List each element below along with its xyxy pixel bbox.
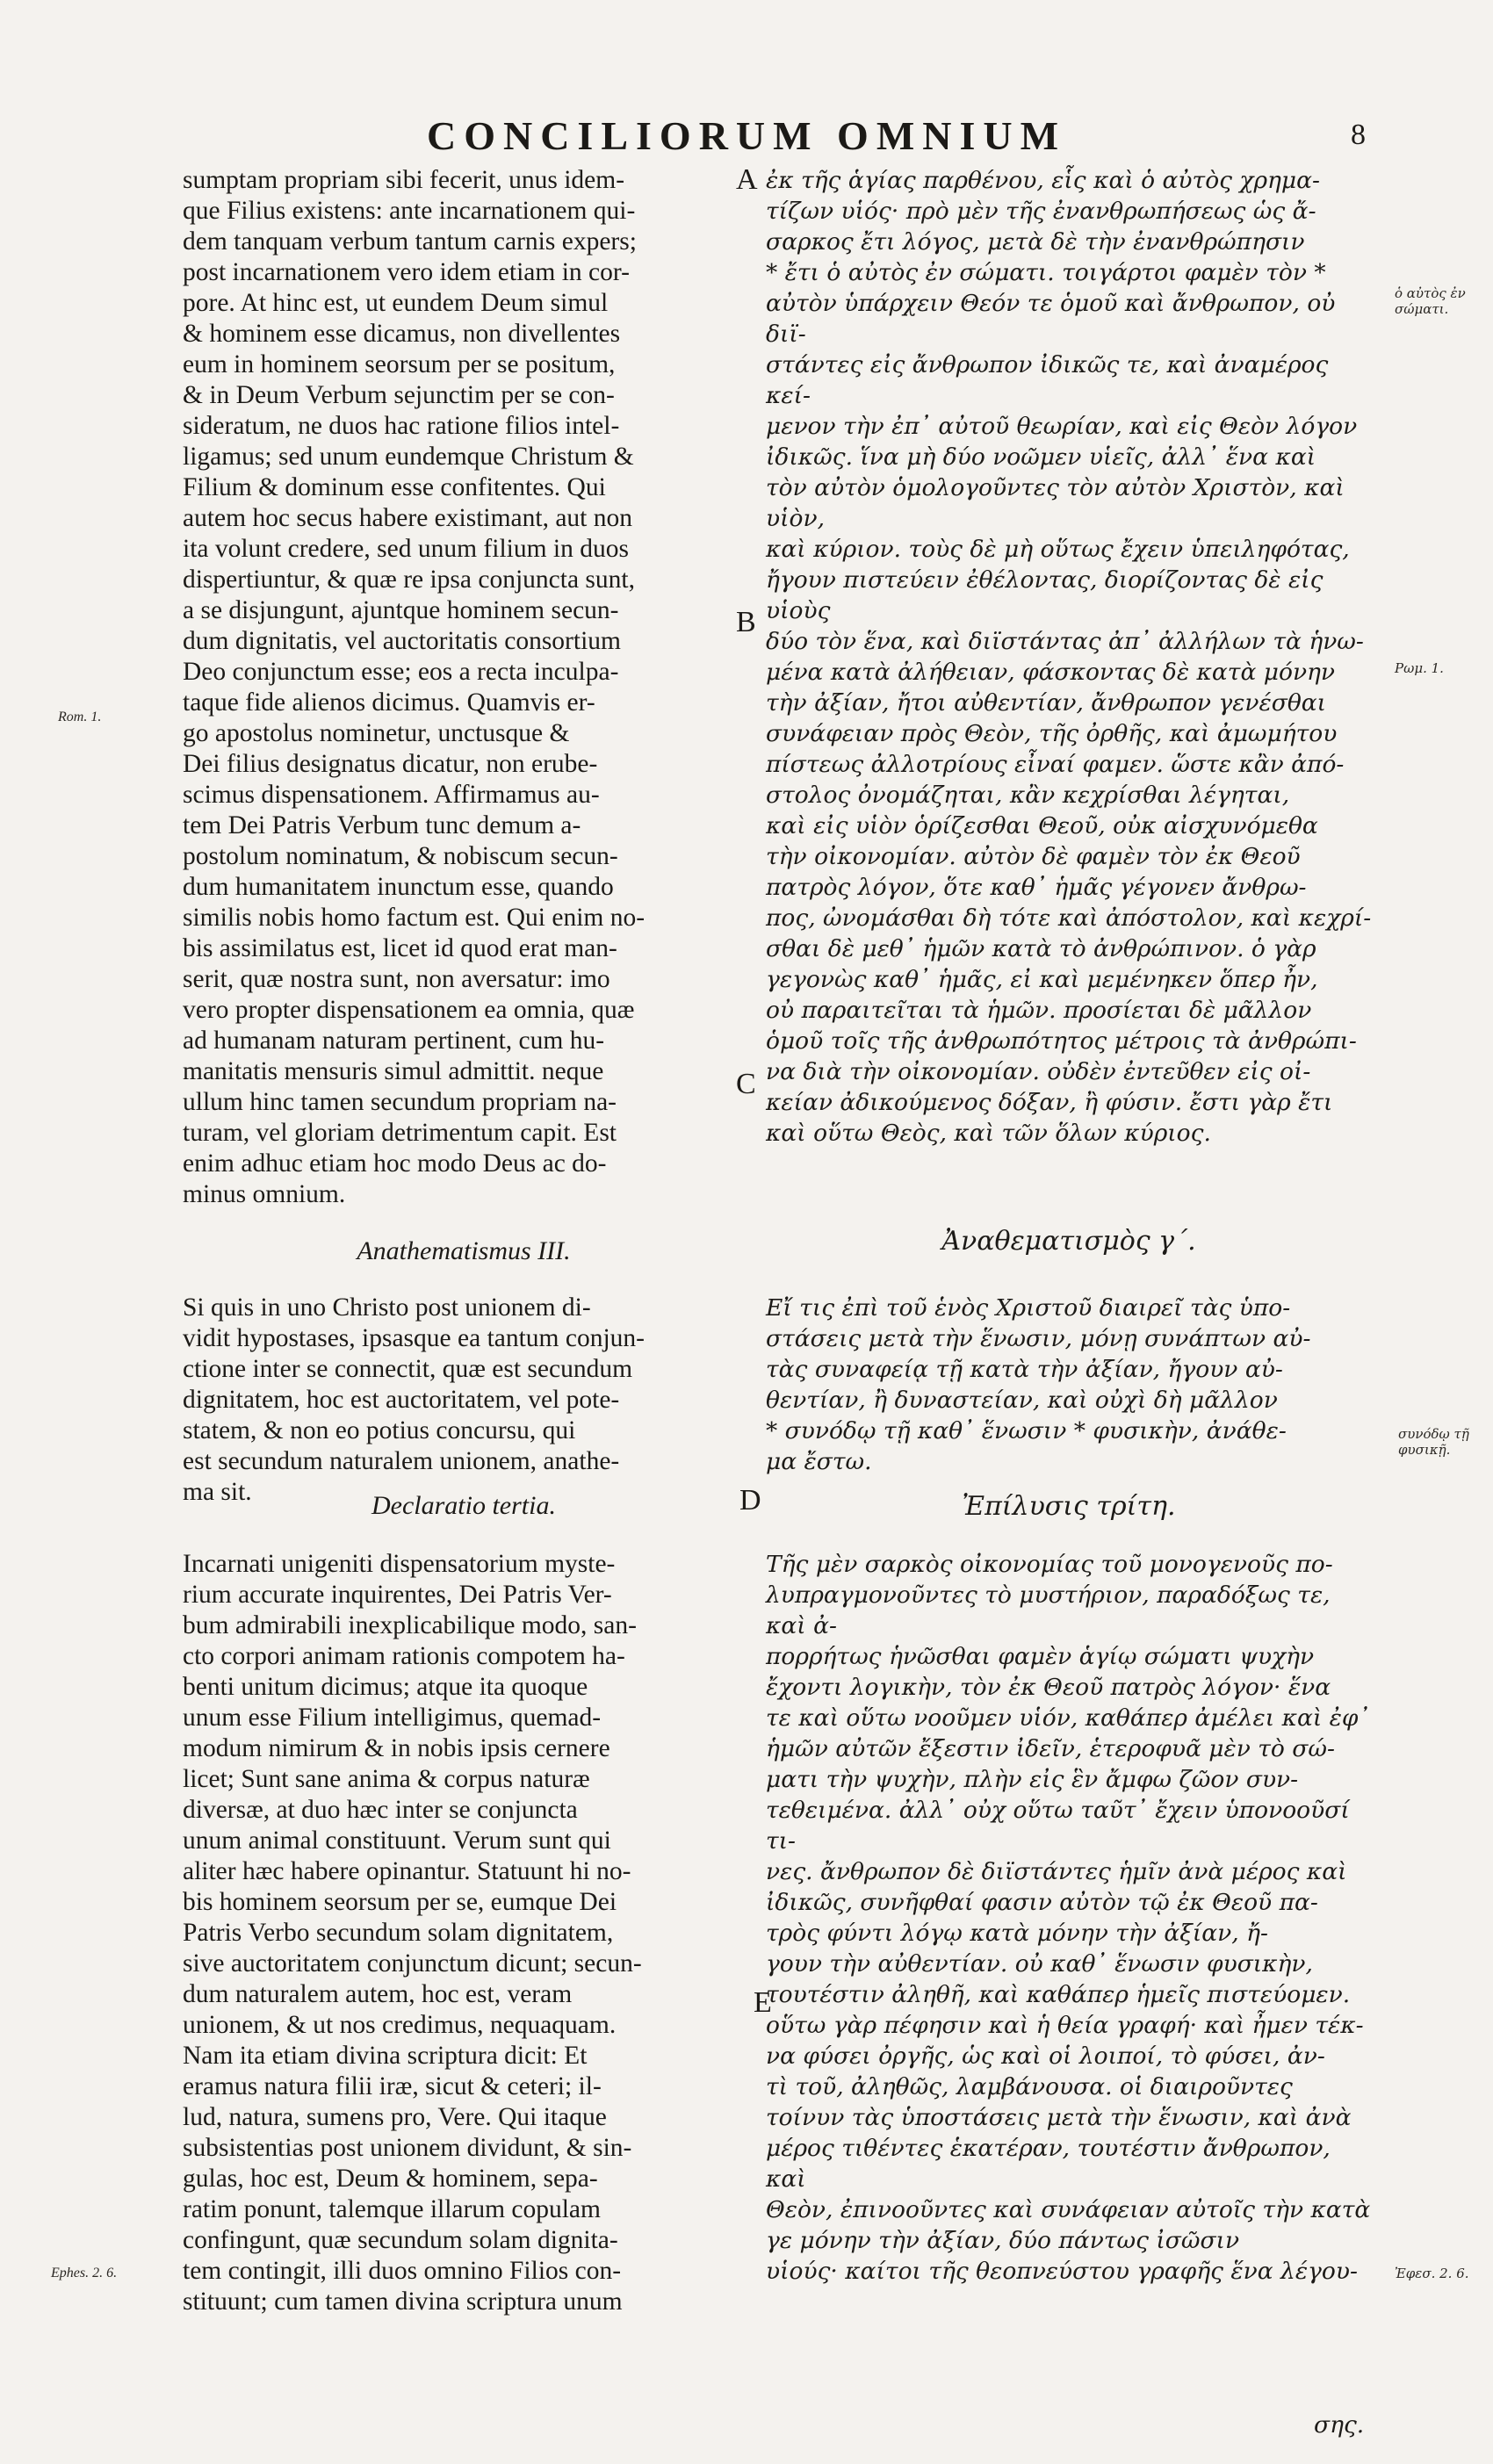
text-line: rium accurate inquirentes, Dei Patris Ver- [183,1581,612,1609]
margin-note-left-2: Ephes. 2. 6. [51,2266,118,2280]
text-line: gulas, hoc est, Deum & hominem, sepa- [183,2165,598,2193]
text-line: Deo conjunctum esse; eos a recta inculpa- [183,658,619,686]
text-line: eum in hominem seorsum per se positum, [183,350,616,378]
text-line: & in Deum Verbum sejunctim per se con- [183,381,615,409]
text-line: ratim ponunt, talemque illarum copulam [183,2195,601,2223]
text-line: unionem, & ut nos credimus, nequaquam. [183,2011,617,2039]
text-line: τὸν αὐτὸν ὁμολογοῦντες τὸν αὐτὸν Χριστὸν, καὶ υἱὸν, [766,474,1345,532]
text-line: γεγονὼς καθ᾽ ἡμᾶς, εἰ καὶ μεμένηκεν ὅπερ ἦν, [766,966,1318,993]
text-line: enim adhuc etiam hoc modo Deus ac do- [183,1149,607,1178]
greek-anathema-text [766,1293,1372,1477]
text-line: πορρήτως ἡνῶσθαι φαμὲν ἁγίῳ σώματι ψυχὴν [766,1643,1315,1670]
text-line: aliter hæc habere opinantur. Statuunt hi no- [183,1857,631,1885]
text-line: Εἴ τις ἐπὶ τοῦ ἑνὸς Χριστοῦ διαιρεῖ τὰς ὑπο- [766,1294,1291,1322]
text-line: τὶ τοῦ, ἀληθῶς, λαμβάνουσα. οἱ διαιροῦντες [766,2073,1293,2100]
text-line: τίζων υἱός· πρὸ μὲν τῆς ἐνανθρωπήσεως ὡς ἄ- [766,198,1316,225]
text-line: γουν τὴν αὐθεντίαν. οὐ καθ᾽ ἕνωσιν φυσικὴν, [766,1950,1313,1978]
text-line: πος, ὠνομάσθαι δὴ τότε καὶ ἀπόστολον, καὶ κεχρί- [766,904,1372,932]
text-line: postolum nominatum, & nobiscum secun- [183,842,618,870]
text-line: minus omnium. [183,1180,346,1208]
margin-note-right-2: Ρωμ. 1. [1395,660,1444,676]
text-line: stituunt; cum tamen divina scriptura unum [183,2287,623,2316]
text-line: go apostolus nominetur, unctusque & [183,719,570,747]
column-letter-b: B [736,606,756,638]
text-line: Patris Verbo secundum solam dignitatem, [183,1919,614,1947]
margin-note-right-4: Ἐφεσ. 2. 6. [1395,2266,1469,2281]
text-line: στολος ὀνομάζηται, κἂν κεχρίσθαι λέγηται, [766,782,1290,809]
text-line: τεθειμένα. ἀλλ᾽ οὐχ οὕτω ταῦτ᾽ ἔχειν ὑπονοοῦσί τι- [766,1797,1350,1855]
text-line: a se disjungunt, ajuntque hominem secun- [183,596,619,624]
column-letter-a: A [736,163,758,196]
text-line: ma sit. [183,1478,252,1506]
latin-text-continuation [183,165,745,1210]
text-line: ὁμοῦ τοῖς τῆς ἀνθρωπότητος μέτροις τὰ ἀνθρώπι- [766,1027,1357,1055]
text-line: τὴν οἰκονομίαν. αὐτὸν δὲ φαμὲν τὸν ἐκ Θεοῦ [766,843,1301,870]
text-line: dum naturalem autem, hoc est, veram [183,1980,573,2008]
text-line: μενον τὴν ἐπ᾽ αὐτοῦ θεωρίαν, καὶ εἰς Θεὸν λόγον [766,413,1358,440]
text-line: diversæ, at duo hæc inter se conjuncta [183,1796,578,1824]
text-line: post incarnationem vero idem etiam in cor- [183,258,630,286]
text-line: να διὰ τὴν οἰκονομίαν. οὐδὲν ἐντεῦθεν εἰς οἰ- [766,1058,1311,1085]
text-line: τε καὶ οὕτω νοοῦμεν υἱόν, καθάπερ ἀμέλει καὶ ἐφ᾽ [766,1704,1370,1732]
text-line: autem hoc secus habere existimant, aut non [183,504,632,532]
text-line: πίστεως ἀλλοτρίους εἶναί φαμεν. ὥστε κἂν ἀπό- [766,751,1345,778]
text-line: ad humanam naturam pertinent, cum hu- [183,1027,605,1055]
text-line: Θεὸν, ἐπινοοῦντες καὶ συνάφειαν αὐτοῖς τὴν κατὰ [766,2196,1371,2223]
text-line: que Filius existens: ante incarnationem qui- [183,197,636,225]
text-line: licet; Sunt sane anima & corpus naturæ [183,1765,590,1793]
text-line: ματι τὴν ψυχὴν, πλὴν εἰς ἓν ἄμφω ζῶον συν- [766,1766,1299,1793]
catchword: σης. [1314,2411,1365,2439]
text-line: κείαν ἀδικούμενος δόξαν, ἢ φύσιν. ἔστι γὰρ ἔτι [766,1089,1333,1116]
text-line: καὶ κύριον. τοὺς δὲ μὴ οὕτως ἔχειν ὑπειληφότας, [766,536,1350,563]
text-line: μένα κατὰ ἀλήθειαν, φάσκοντας δὲ κατὰ μόνην [766,659,1336,686]
text-line: * συνόδῳ τῇ καθ᾽ ἕνωσιν * φυσικὴν, ἀνάθε- [766,1417,1287,1445]
text-line: eramus natura filii iræ, sicut & ceteri; il- [183,2072,602,2100]
text-line: γε μόνην τὴν ἀξίαν, δύο πάντως ἰσῶσιν [766,2227,1240,2254]
text-line: dum dignitatis, vel auctoritatis consortium [183,627,621,655]
text-line: subsistentias post unionem dividunt, & sin- [183,2134,632,2162]
text-line: υἱούς· καίτοι τῆς θεοπνεύστου γραφῆς ἕνα λέγου- [766,2258,1358,2285]
text-line: Τῆς μὲν σαρκὸς οἰκονομίας τοῦ μονογενοῦς πο- [766,1551,1333,1578]
text-line: turam, vel gloriam detrimentum capit. Est [183,1119,617,1147]
text-line: Si quis in uno Christo post unionem di- [183,1293,591,1322]
text-line: καὶ εἰς υἱὸν ὁρίζεσθαι Θεοῦ, οὐκ αἰσχυνόμεθα [766,812,1318,839]
text-line: est secundum naturalem unionem, anathe- [183,1447,620,1475]
text-line: scimus dispensationem. Affirmamus au- [183,781,600,809]
text-line: cto corpori animam rationis compotem ha- [183,1642,625,1670]
text-line: ullum hinc tamen secundum propriam na- [183,1088,617,1116]
text-line: ἤγουν πιστεύειν ἐθέλοντας, διορίζοντας δὲ εἰς υἱοὺς [766,566,1324,624]
text-line: νες. ἄνθρωπον δὲ διϊστάντες ἡμῖν ἀνὰ μέρος καὶ [766,1858,1347,1885]
text-line: dispertiuntur, & quæ re ipsa conjuncta sunt, [183,566,635,594]
text-line: dignitatem, hoc est auctoritatem, vel pote- [183,1386,620,1414]
text-line: στάντες εἰς ἄνθρωπον ἰδικῶς τε, καὶ ἀναμέρος κεί- [766,351,1329,409]
text-line: καὶ οὕτω Θεὸς, καὶ τῶν ὅλων κύριος. [766,1120,1211,1147]
text-line: * ἔτι ὁ αὐτὸς ἐν σώματι. τοιγάρτοι φαμὲν τὸν * [766,259,1326,286]
text-line: τρὸς φύντι λόγῳ κατὰ μόνην τὴν ἀξίαν, ἤ- [766,1920,1268,1947]
text-line: ἡμῶν αὐτῶν ἔξεστιν ἰδεῖν, ἑτεροφυᾶ μὲν τὸ σώ- [766,1735,1335,1762]
text-line: taque fide alienos dicimus. Quamvis er- [183,688,595,717]
text-line: σθαι δὲ μεθ᾽ ἡμῶν κατὰ τὸ ἀνθρώπινον. ὁ γὰρ [766,935,1316,962]
margin-note-right-1: ὁ αὐτὸς ἐν σώματι. [1395,285,1466,317]
text-line: bis assimilatus est, licet id quod erat man- [183,934,617,962]
text-line: Dei filius designatus dicatur, non erube- [183,750,598,778]
text-line: vidit hypostases, ipsasque ea tantum conjun- [183,1324,645,1352]
latin-anathema-text [183,1293,745,1508]
text-line: μέρος τιθέντες ἑκατέραν, τουτέστιν ἄνθρωπον, καὶ [766,2135,1331,2193]
text-line: ita volunt credere, sed unum filium in duos [183,535,629,563]
text-line: ἔχοντι λογικὴν, τὸν ἐκ Θεοῦ πατρὸς λόγον· ἕνα [766,1674,1331,1701]
text-line: αὐτὸν ὑπάρχειν Θεόν τε ὁμοῦ καὶ ἄνθρωπον, οὐ διϊ- [766,290,1336,348]
text-line: statem, & non eo potius concursu, qui [183,1416,576,1445]
text-line: benti unitum dicimus; atque ita quoque [183,1673,588,1701]
text-line: ἐκ τῆς ἁγίας παρθένου, εἷς καὶ ὁ αὐτὸς χρημα- [766,167,1321,194]
page-number: 8 [1351,119,1366,151]
greek-text-continuation [766,165,1372,1149]
text-line: & hominem esse dicamus, non divellentes [183,320,621,348]
text-line: ctione inter se connectit, quæ est secundum [183,1355,633,1383]
text-line: μα ἔστω. [766,1448,872,1475]
text-line: τὴν ἀξίαν, ἤτοι αὐθεντίαν, ἄνθρωπον γενέσθαι [766,689,1327,717]
text-line: ligamus; sed unum eundemque Christum & [183,443,634,471]
greek-epilysis-heading: Ἐπίλυσις τρίτη. [962,1491,1176,1522]
text-line: dum humanitatem inunctum esse, quando [183,873,614,901]
text-line: confingunt, quæ secundum solam dignita- [183,2226,618,2254]
latin-declaratio-heading: Declaratio tertia. [371,1491,556,1520]
text-line: sideratum, ne duos hac ratione filios intel- [183,412,620,440]
text-line: Nam ita etiam divina scriptura dicit: Et [183,2042,588,2070]
column-letter-e: E [754,1986,772,2019]
margin-note-right-3: συνόδῳ τῇ φυσικῇ. [1398,1426,1469,1458]
text-line: τοίνυν τὰς ὑποστάσεις μετὰ τὴν ἕνωσιν, καὶ ἀνὰ [766,2104,1352,2131]
text-line: Incarnati unigeniti dispensatorium myste- [183,1550,616,1578]
text-line: συνάφειαν πρὸς Θεὸν, τῆς ὀρθῆς, καὶ ἀμωμήτου [766,720,1338,747]
text-line: Filium & dominum esse confitentes. Qui [183,473,606,501]
text-line: να φύσει ὀργῆς, ὡς καὶ οἱ λοιποί, τὸ φύσει, ἀν- [766,2043,1325,2070]
text-line: sive auctoritatem conjunctum dicunt; secun- [183,1949,642,1978]
text-line: pore. At hinc est, ut eundem Deum simul [183,289,609,317]
column-letter-c: C [736,1068,756,1100]
text-line: sumptam propriam sibi fecerit, unus idem- [183,166,625,194]
text-line: τουτέστιν ἀληθῆ, καὶ καθάπερ ἡμεῖς πιστεύομεν. [766,1981,1351,2008]
text-line: modum nimirum & in nobis ipsis cernere [183,1734,610,1762]
latin-anathema-heading: Anathematismus III. [357,1236,571,1265]
text-line: δύο τὸν ἕνα, καὶ διϊστάντας ἀπ᾽ ἀλλήλων τὰ ἡνω- [766,628,1364,655]
text-line: θεντίαν, ἢ δυναστείαν, καὶ οὐχὶ δὴ μᾶλλον [766,1387,1278,1414]
text-line: τὰς συναφείᾳ τῇ κατὰ τὴν ἀξίαν, ἤγουν αὐ- [766,1356,1283,1383]
text-line: λυπραγμονοῦντες τὸ μυστήριον, παραδόξως τε, καὶ ἀ- [766,1581,1331,1639]
text-line: σαρκος ἔτι λόγος, μετὰ δὲ τὴν ἐνανθρώπησιν [766,228,1305,256]
text-line: similis nobis homo factum est. Qui enim no- [183,904,646,932]
latin-declaratio-text [183,1549,745,2317]
text-line: unum esse Filium intelligimus, quemad- [183,1704,602,1732]
greek-anathema-heading: Ἀναθεματισμὸς γ΄. [941,1226,1196,1257]
running-head: CONCILIORUM OMNIUM [426,113,1066,158]
text-line: tem Dei Patris Verbum tunc demum a- [183,811,581,839]
text-line: πατρὸς λόγον, ὅτε καθ᾽ ἡμᾶς γέγονεν ἄνθρω- [766,874,1307,901]
text-line: tem contingit, illi duos omnino Filios con- [183,2257,622,2285]
text-line: bis hominem seorsum per se, eumque Dei [183,1888,617,1916]
text-line: unum animal constituunt. Verum sunt qui [183,1826,611,1855]
text-line: οὕτω γὰρ πέφησιν καὶ ἡ θεία γραφή· καὶ ἦμεν τέκ- [766,2012,1364,2039]
text-line: lud, natura, sumens pro, Vere. Qui itaque [183,2103,607,2131]
text-line: ἰδικῶς. ἵνα μὴ δύο νοῶμεν υἱεῖς, ἀλλ᾽ ἕνα καὶ [766,443,1316,471]
text-line: στάσεις μετὰ τὴν ἕνωσιν, μόνῃ συνάπτων αὐ- [766,1325,1311,1352]
text-line: dem tanquam verbum tantum carnis expers; [183,227,637,256]
greek-epilysis-text [766,1549,1372,2287]
text-line: bum admirabili inexplicabilique modo, san- [183,1611,637,1639]
text-line: serit, quæ nostra sunt, non aversatur: imo [183,965,610,993]
text-line: ἰδικῶς, συνῆφθαί φασιν αὐτὸν τῷ ἐκ Θεοῦ πα- [766,1889,1318,1916]
text-line: vero propter dispensationem ea omnia, quæ [183,996,635,1024]
column-letter-d: D [739,1484,761,1517]
margin-note-left-1: Rom. 1. [58,710,102,724]
text-line: οὐ παραιτεῖται τὰ ἡμῶν. προσίεται δὲ μᾶλλον [766,997,1312,1024]
text-line: manitatis mensuris simul admittit. neque [183,1057,604,1085]
